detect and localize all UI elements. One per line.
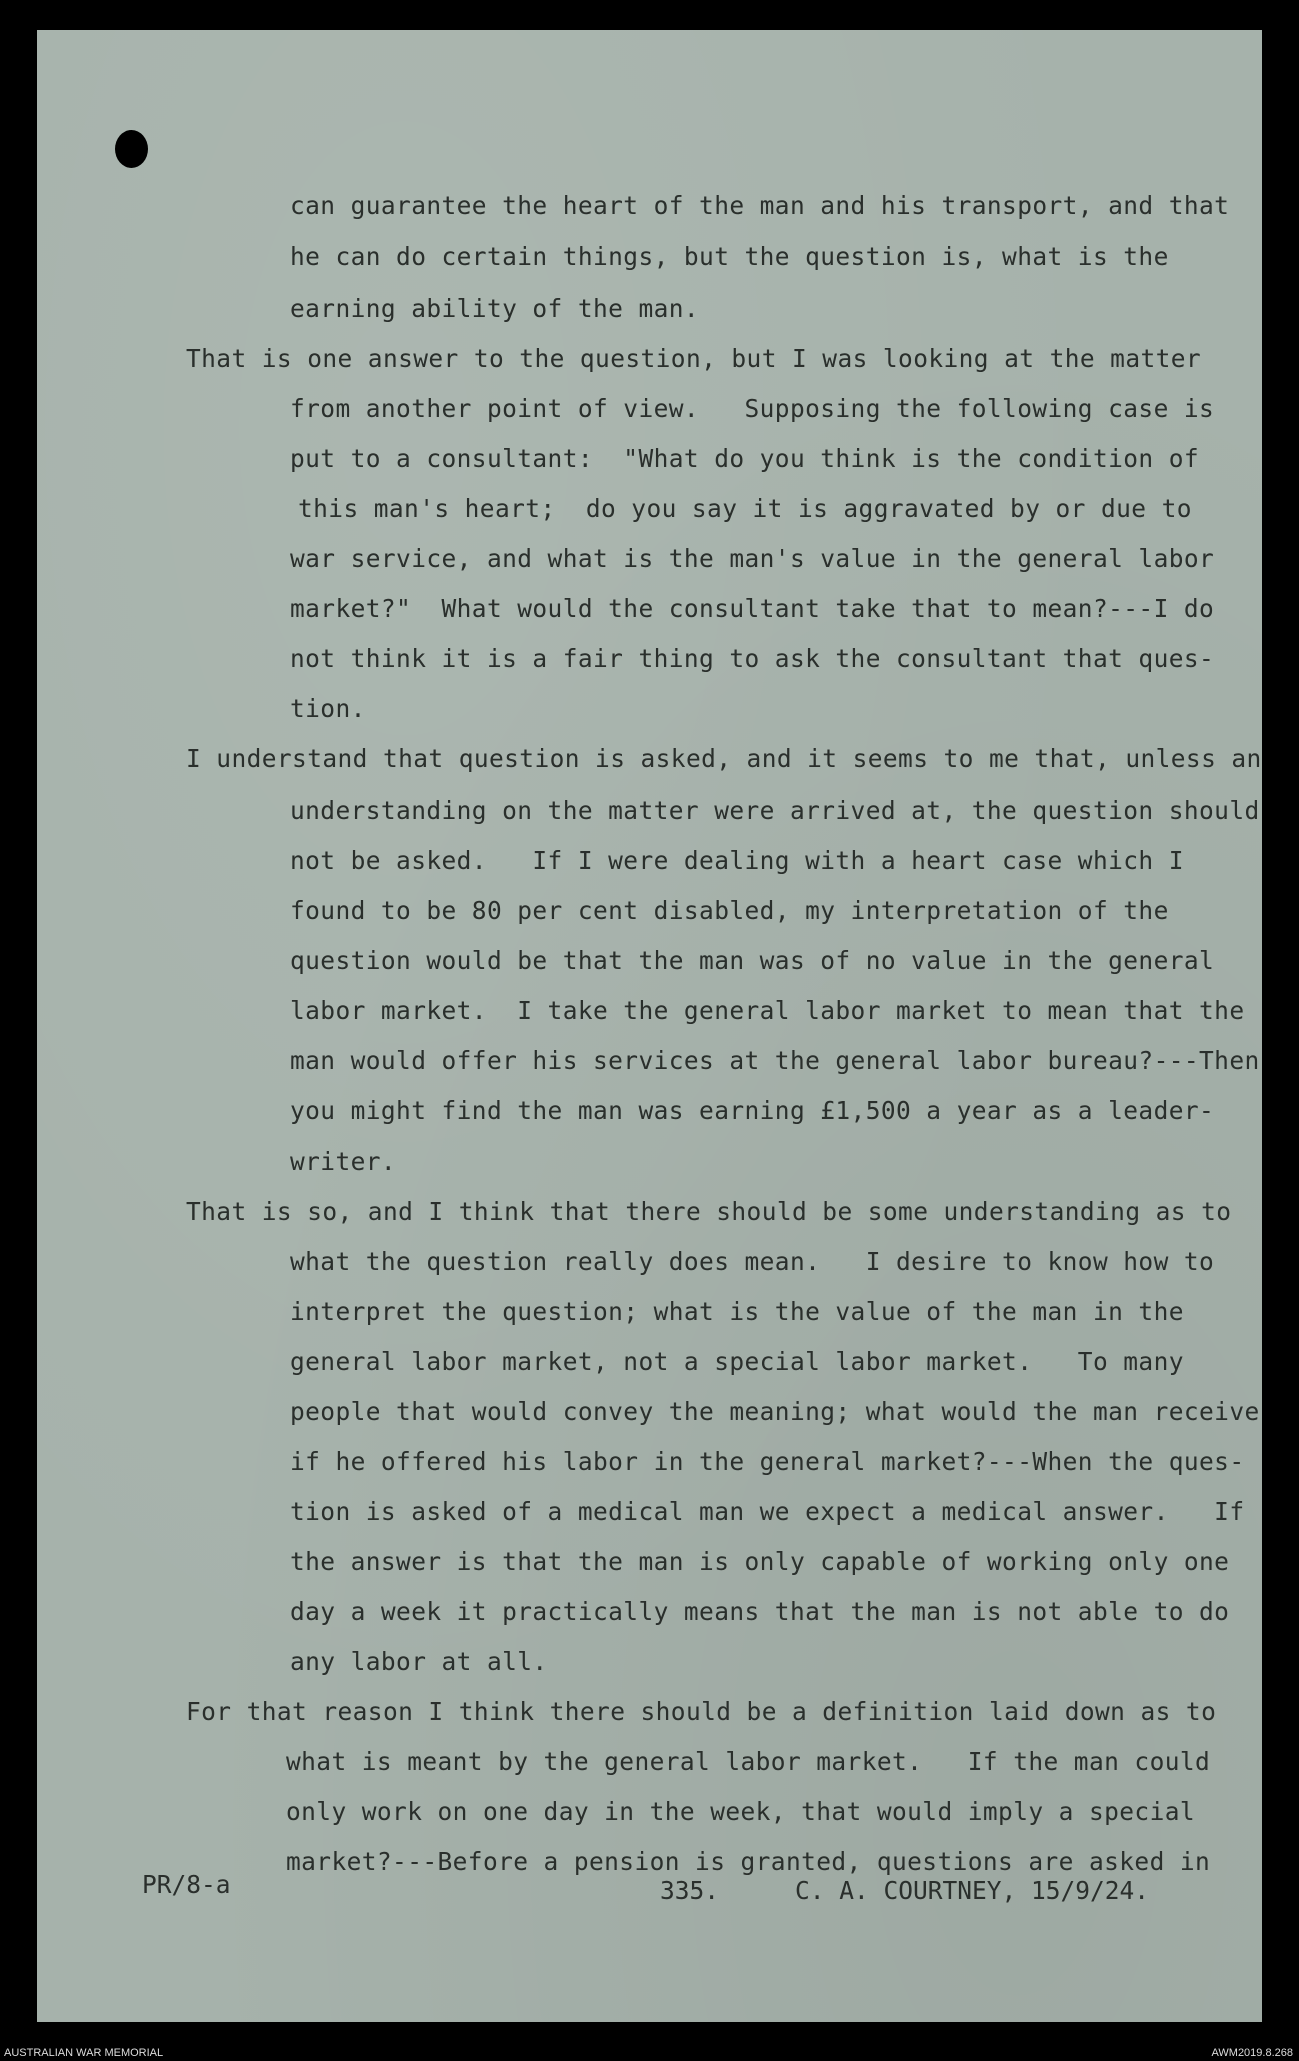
text-line: That is one answer to the question, but I was looking at the matter <box>186 344 1202 373</box>
archive-caption-strip <box>0 2046 1299 2061</box>
text-line: For that reason I think there should be a definition laid down as to <box>186 1697 1217 1726</box>
text-line: not be asked. If I were dealing with a heart case which I <box>290 846 1184 875</box>
text-line: he can do certain things, but the question is, what is the <box>290 242 1169 271</box>
text-line: day a week it practically means that the man is not able to do <box>290 1597 1230 1626</box>
text-line: can guarantee the heart of the man and his transport, and that <box>290 191 1230 220</box>
witness-signature-line: C. A. COURTNEY, 15/9/24. <box>795 1876 1150 1905</box>
text-line: only work on one day in the week, that would imply a special <box>286 1797 1196 1826</box>
page-number: 335. <box>660 1876 720 1905</box>
text-line: from another point of view. Supposing the following case is <box>290 394 1215 423</box>
text-line: found to be 80 per cent disabled, my interpretation of the <box>290 896 1169 925</box>
text-line: general labor market, not a special labor market. To many <box>290 1347 1184 1376</box>
text-line: any labor at all. <box>290 1647 548 1676</box>
text-line: interpret the question; what is the value of the man in the <box>290 1297 1184 1326</box>
text-line: you might find the man was earning £1,500 a year as a leader- <box>290 1096 1215 1125</box>
text-line: what the question really does mean. I desire to know how to <box>290 1247 1215 1276</box>
text-line: question would be that the man was of no value in the general <box>290 946 1215 975</box>
text-line: what is meant by the general labor market. If the man could <box>286 1747 1211 1776</box>
text-line: market?---Before a pension is granted, questions are asked in <box>286 1847 1211 1876</box>
text-line: writer. <box>290 1147 397 1176</box>
text-line: understanding on the matter were arrived at, the question should <box>290 796 1260 825</box>
document-reference: PR/8-a <box>142 1870 231 1899</box>
text-line: war service, and what is the man's value in the general labor <box>290 544 1215 573</box>
text-line: put to a consultant: "What do you think is the condition of <box>290 444 1200 473</box>
text-line: if he offered his labor in the general market?---When the ques- <box>290 1447 1245 1476</box>
text-line: That is so, and I think that there should be some understanding as to <box>186 1197 1232 1226</box>
text-line: tion. <box>290 694 366 723</box>
text-line: earning ability of the man. <box>290 294 700 323</box>
text-line: labor market. I take the general labor market to mean that the <box>290 996 1245 1025</box>
text-line: the answer is that the man is only capable of working only one <box>290 1547 1230 1576</box>
text-line: man would offer his services at the general labor bureau?---Then <box>290 1046 1260 1075</box>
text-line: not think it is a fair thing to ask the consultant that ques- <box>290 644 1215 673</box>
archive-catalogue-ref: AWM2019.8.268 <box>1211 2047 1293 2059</box>
punch-hole <box>115 130 148 168</box>
text-line: this man's heart; do you say it is aggravated by or due to <box>298 494 1192 523</box>
text-line: I understand that question is asked, and it seems to me that, unless an <box>186 744 1262 773</box>
archive-institution: AUSTRALIAN WAR MEMORIAL <box>4 2047 164 2059</box>
text-line: market?" What would the consultant take that to mean?---I do <box>290 594 1215 623</box>
text-line: people that would convey the meaning; what would the man receive <box>290 1397 1260 1426</box>
text-line: tion is asked of a medical man we expect a medical answer. If <box>290 1497 1245 1526</box>
